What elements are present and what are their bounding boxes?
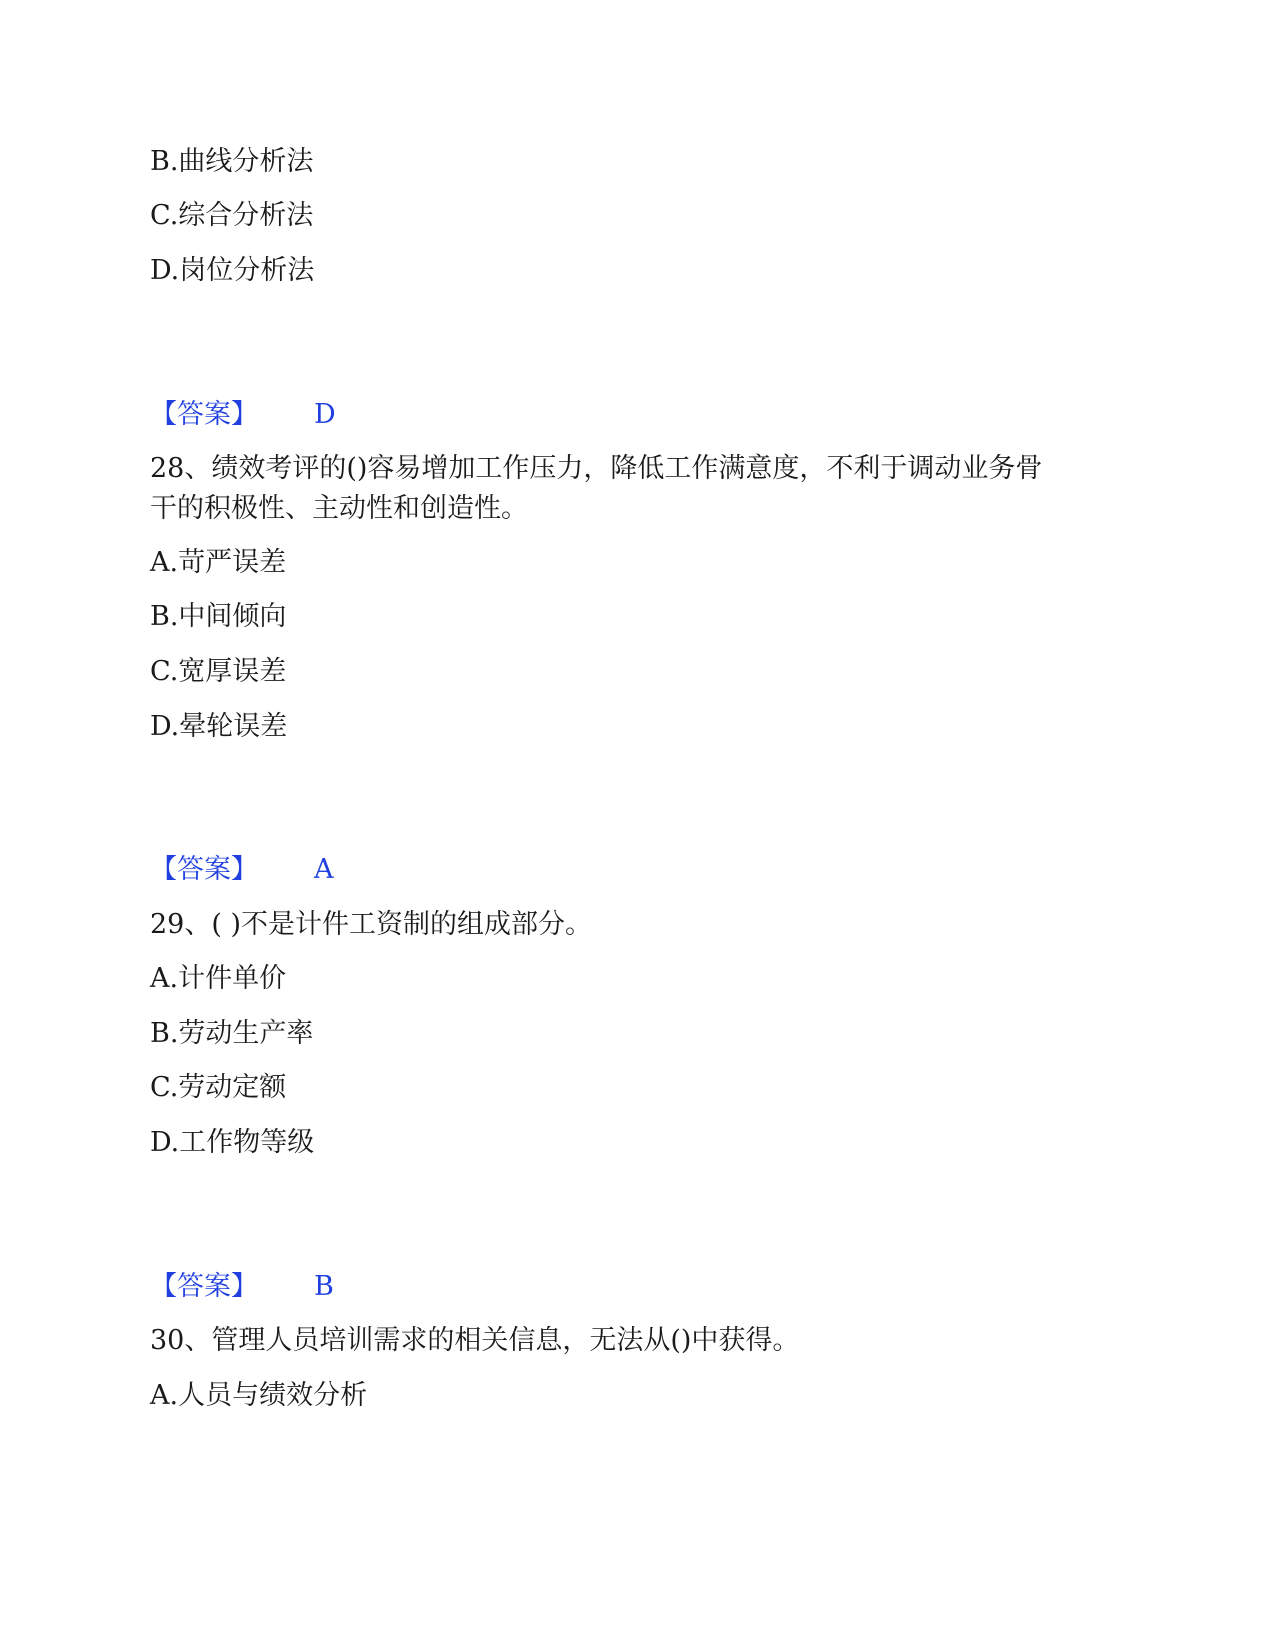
answer-label: 【答案】 [150, 854, 258, 885]
q30-stem: 30、管理人员培训需求的相关信息，无法从()中获得。 [150, 1325, 800, 1356]
q30-option-a: A.人员与绩效分析 [150, 1380, 368, 1411]
q29-option-d: D.工作物等级 [150, 1127, 315, 1158]
answer-label: 【答案】 [150, 399, 258, 430]
q28-option-d: D.晕轮误差 [150, 711, 288, 742]
answer-value: D [314, 399, 336, 430]
q28-option-c: C.宽厚误差 [150, 656, 287, 687]
q28-stem-line1: 28、绩效考评的()容易增加工作压力，降低工作满意度，不利于调动业务骨 [150, 453, 1043, 484]
answer-label: 【答案】 [150, 1271, 258, 1302]
q27-option-b: B.曲线分析法 [150, 146, 314, 177]
q27-answer [150, 396, 336, 434]
q29-stem: 29、( )不是计件工资制的组成部分。 [150, 909, 593, 940]
answer-value: A [314, 854, 334, 885]
q29-option-a: A.计件单价 [150, 963, 287, 994]
q29-option-b: B.劳动生产率 [150, 1018, 314, 1049]
answer-value: B [314, 1271, 334, 1302]
q29-option-c: C.劳动定额 [150, 1072, 287, 1103]
q29-answer [150, 1268, 334, 1306]
q27-option-c: C.综合分析法 [150, 200, 314, 231]
q28-answer [150, 851, 334, 889]
q28-stem-line2: 干的积极性、主动性和创造性。 [150, 493, 528, 524]
q28-option-b: B.中间倾向 [150, 601, 287, 632]
q27-option-d: D.岗位分析法 [150, 255, 315, 286]
q28-option-a: A.苛严误差 [150, 547, 287, 578]
